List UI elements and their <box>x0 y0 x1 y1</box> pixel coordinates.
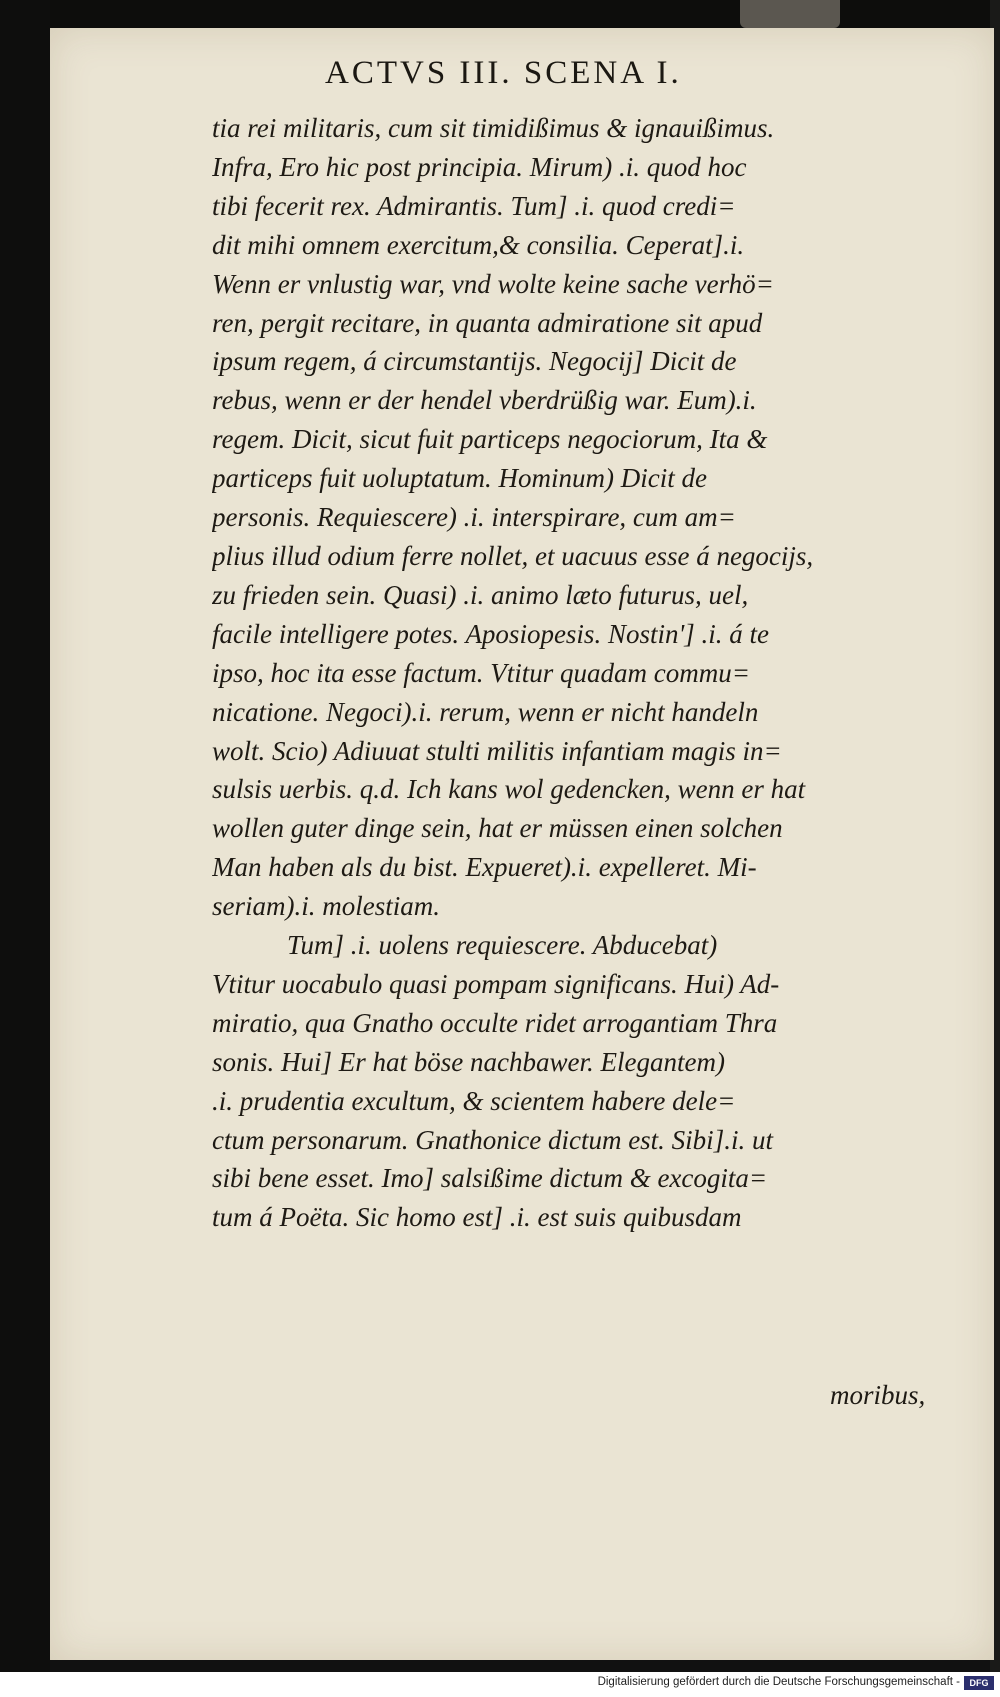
digitization-footer <box>0 1672 1000 1697</box>
text-line: particeps fuit uoluptatum. Hominum) Dicit de <box>212 463 707 494</box>
text-line: ren, pergit recitare, in quanta admiratione sit apud <box>212 307 763 338</box>
scan-background-left <box>0 0 50 1697</box>
text-line-paragraph-start: Tum] .i. uolens requiescere. Abducebat) <box>287 930 718 961</box>
text-line: zu frieden sein. Quasi) .i. animo læto futurus, uel, <box>212 579 749 610</box>
dfg-logo-icon: DFG <box>964 1676 994 1690</box>
running-head: ACTVS III. SCENA I. <box>325 55 682 91</box>
commentary-text <box>212 109 967 1237</box>
text-line: ctum personarum. Gnathonice dictum est. Sibi].i. ut <box>212 1124 773 1155</box>
text-line: rebus, wenn er der hendel vberdrüßig war. Eum).i. <box>212 385 757 416</box>
text-line: ipso, hoc ita esse factum. Vtitur quadam commu= <box>212 657 750 688</box>
page-clip-shadow <box>740 0 840 28</box>
text-line: sonis. Hui] Er hat böse nachbawer. Elegantem) <box>212 1046 725 1077</box>
text-line: sulsis uerbis. q.d. Ich kans wol gedencken, wenn er hat <box>212 774 806 805</box>
funding-credit: Digitalisierung gefördert durch die Deutsche Forschungsgemeinschaft - <box>597 1676 960 1688</box>
text-line: sibi bene esset. Imo] salsißime dictum & excogita= <box>212 1163 768 1194</box>
text-line: wolt. Scio) Adiuuat stulti militis infantiam magis in= <box>212 735 782 766</box>
text-line: wollen guter dinge sein, hat er müssen einen solchen <box>212 813 783 844</box>
text-line: seriam).i. molestiam. <box>212 891 440 922</box>
text-line: .i. prudentia excultum, & scientem habere dele= <box>212 1085 736 1116</box>
text-line: plius illud odium ferre nollet, et uacuus esse á negocijs, <box>212 540 814 571</box>
text-line: nicatione. Negoci).i. rerum, wenn er nicht handeln <box>212 696 759 727</box>
text-line: Infra, Ero hic post principia. Mirum) .i. quod hoc <box>212 151 747 182</box>
text-line: Wenn er vnlustig war, vnd wolte keine sache verhö= <box>212 268 774 299</box>
text-line: ipsum regem, á circumstantijs. Negocij] Dicit de <box>212 346 737 377</box>
text-line: tia rei militaris, cum sit timidißimus & ignauißimus. <box>212 113 775 143</box>
text-line: Vtitur uocabulo quasi pompam significans. Hui) Ad- <box>212 968 780 999</box>
text-line: regem. Dicit, sicut fuit particeps negociorum, Ita & <box>212 424 768 455</box>
text-line: tibi fecerit rex. Admirantis. Tum] .i. quod credi= <box>212 190 736 221</box>
text-line: dit mihi omnem exercitum,& consilia. Ceperat].i. <box>212 229 745 260</box>
scan-background-top <box>0 0 1000 30</box>
text-line: tum á Poëta. Sic homo est] .i. est suis quibusdam <box>212 1202 742 1233</box>
text-line: facile intelligere potes. Aposiopesis. Nostin'] .i. á te <box>212 618 769 649</box>
text-line: miratio, qua Gnatho occulte ridet arrogantiam Thra <box>212 1007 778 1038</box>
catchword: moribus, <box>830 1380 926 1410</box>
text-line: Man haben als du bist. Expueret).i. expelleret. Mi- <box>212 852 757 883</box>
text-line: personis. Requiescere) .i. interspirare, cum am= <box>212 502 736 533</box>
